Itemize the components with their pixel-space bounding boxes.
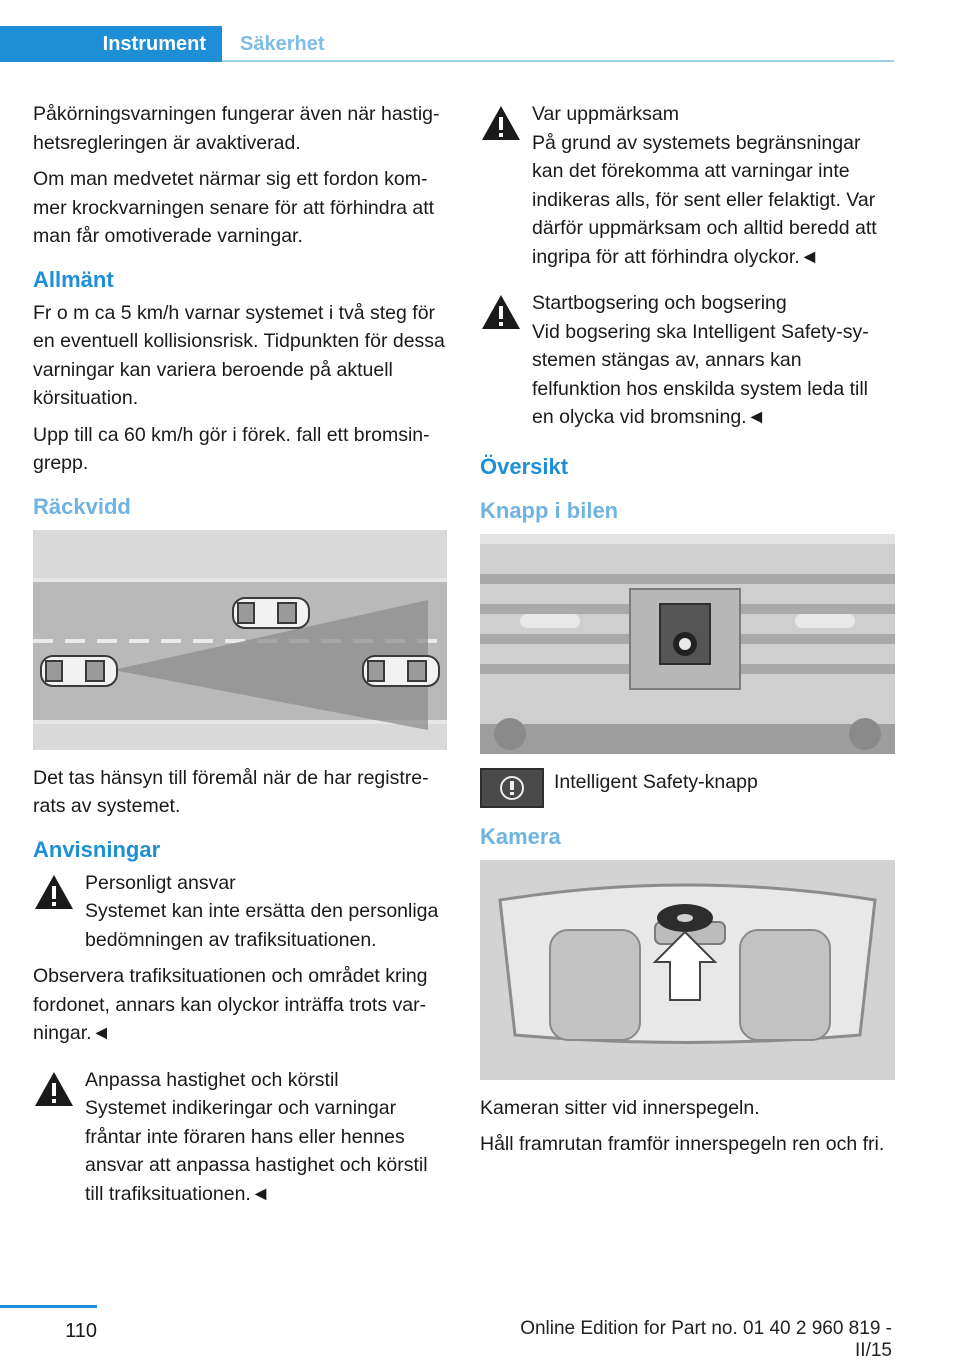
tab-instrument[interactable]: Instrument — [0, 26, 222, 62]
warning-title: Anpassa hastighet och körstil — [85, 1068, 339, 1091]
right-column — [480, 100, 895, 1167]
warning-body: Vid bogsering ska Intelligent Safety-systemen stängas av, annars kan felfunktion hos enskilda system leda till en olycka vid bromsning.◄ — [532, 320, 869, 428]
paragraph: Kameran sitter vid innerspegeln. — [480, 1096, 760, 1119]
heading-oversikt: Översikt — [480, 453, 569, 479]
paragraph: Påkörningsvarningen fungerar även när hastighetsregleringen är avaktiverad. — [33, 103, 440, 154]
warning-body: Systemet kan inte ersätta den personliga bedömningen av trafiksituationen. — [85, 900, 439, 951]
button-legend — [480, 768, 895, 808]
warning-block — [480, 289, 895, 432]
heading-allmant: Allmänt — [33, 266, 114, 292]
warning-title: Startbogsering och bogsering — [532, 292, 787, 314]
warning-block — [33, 1066, 447, 1209]
intelligent-safety-button-icon — [480, 768, 544, 808]
paragraph: Håll framrutan framför innerspegeln ren och fri. — [480, 1133, 885, 1155]
warning-icon — [480, 104, 522, 142]
paragraph: Fr o m ca 5 km/h varnar systemet i två steg för en eventuell kollisionsrisk. Tidpunkten för dessa varningar kan variera beroende på aktuell körsituation. — [33, 301, 445, 409]
button-label: Intelligent Safety-knapp — [554, 770, 758, 793]
warning-block — [480, 100, 895, 271]
warning-icon — [33, 1070, 75, 1108]
dashboard-button-illustration — [480, 534, 895, 754]
warning-title: Personligt ansvar — [85, 871, 236, 894]
heading-knapp: Knapp i bilen — [480, 497, 619, 523]
heading-kamera: Kamera — [480, 823, 561, 849]
tab-underline — [222, 60, 894, 62]
camera-illustration — [480, 860, 895, 1080]
paragraph: Om man medvetet närmar sig ett fordon kommer krockvarningen senare för att förhindra att man får omotiverade varningar. — [33, 168, 435, 247]
heading-rackvidd: Räckvidd — [33, 493, 131, 519]
warning-body: På grund av systemets begränsningar kan det förekomma att varningar inte indikeras alls, för sent eller felaktigt. Var därför uppmärksam och alltid beredd att ingripa för att förhindra olyckor.◄ — [532, 131, 877, 268]
warning-icon — [480, 293, 522, 331]
chapter-tabs — [0, 0, 894, 62]
left-column — [33, 100, 447, 1216]
warning-body: Systemet indikeringar och varningar fråntar inte föraren hans eller hennes ansvar att anpassa hastighet och körstil till trafiksituationen.◄ — [85, 1097, 428, 1205]
paragraph: Observera trafiksituationen och området kring fordonet, annars kan olyckor inträffa trots varningar.◄ — [33, 965, 428, 1044]
warning-icon — [33, 873, 75, 911]
edition-footer: Online Edition for Part no. 01 40 2 960 819 - II/15 — [520, 1318, 892, 1361]
car-icon — [363, 656, 439, 686]
page-number: 110 — [0, 1305, 97, 1343]
warning-title: Var uppmärksam — [532, 103, 680, 125]
car-icon — [41, 656, 117, 686]
heading-anvisningar: Anvisningar — [33, 836, 161, 862]
warning-block — [33, 869, 447, 955]
paragraph: Det tas hänsyn till föremål när de har registrerats av systemet. — [33, 766, 429, 817]
range-illustration — [33, 530, 447, 750]
car-icon — [233, 598, 309, 628]
tab-sakerhet[interactable]: Säkerhet — [240, 32, 325, 55]
paragraph: Upp till ca 60 km/h gör i förek. fall ett bromsingrepp. — [33, 423, 430, 474]
